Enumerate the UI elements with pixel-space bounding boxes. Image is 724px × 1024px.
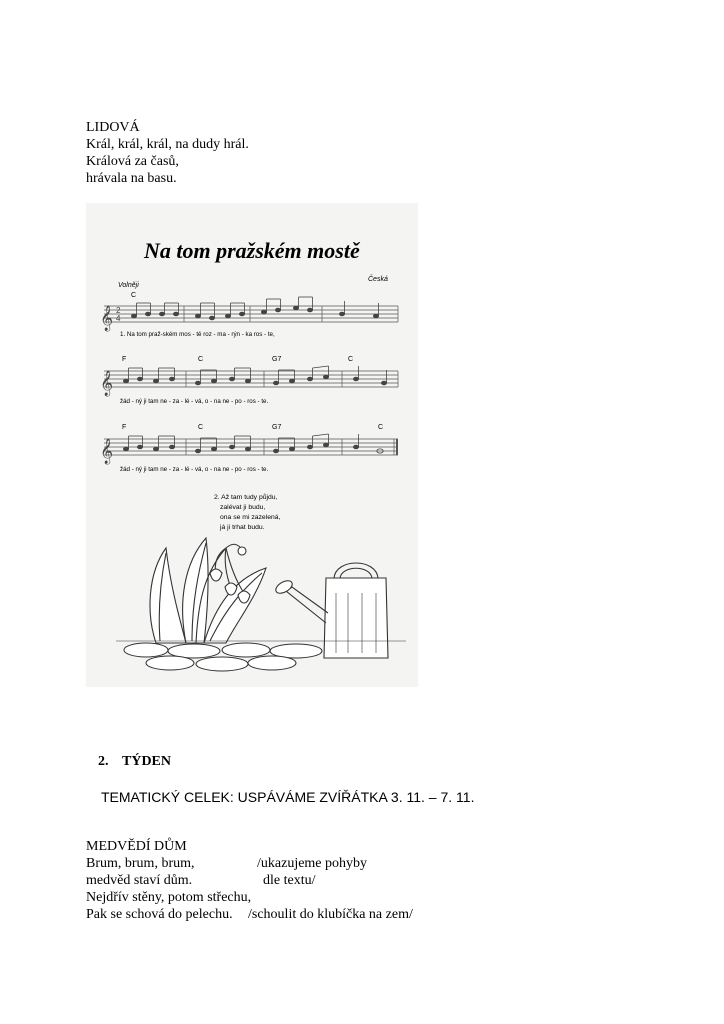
- chord-label: C: [348, 356, 354, 363]
- chord-label: C: [378, 424, 384, 431]
- verse-line: já ji trhat budu.: [220, 524, 265, 531]
- verse-line: ona se mi zazelená,: [220, 514, 281, 521]
- chord-label: F: [122, 424, 127, 431]
- song-note: /schoulit do klubíčka na zem/: [248, 907, 413, 922]
- lily-of-the-valley-illustration: [150, 538, 266, 643]
- treble-clef-icon: 𝄞: [100, 438, 114, 463]
- song-title-medvedi-dum: MEDVĚDÍ DŮM: [86, 839, 187, 854]
- notes-staff-1: [131, 297, 378, 320]
- sheet-music-image: [86, 203, 418, 687]
- chord-label: G7: [272, 356, 282, 363]
- treble-clef-icon: 𝄞: [100, 370, 114, 395]
- week-heading: [98, 754, 171, 770]
- song-line: hrávala na basu.: [86, 171, 177, 186]
- score-lyrics-line: 1. Na tom praž-ském mos - tě roz - ma - rýn - ka ros - te,: [120, 331, 275, 338]
- song-line: Král, král, král, na dudy hrál.: [86, 137, 249, 152]
- week-label: TÝDEN: [122, 754, 172, 769]
- score-origin: Česká: [368, 276, 388, 283]
- week-number: 2.: [98, 754, 109, 769]
- chord-label: F: [122, 356, 127, 363]
- time-signature: 4: [116, 314, 121, 323]
- score-lyrics-line: žád - ný ji tam ne - za - lé - vá, o - na ne - po - ros - te.: [120, 466, 269, 473]
- song-line: Nejdřív stěny, potom střechu,: [86, 890, 252, 905]
- notes-staff-2: [123, 366, 386, 385]
- chord-label: C: [198, 424, 204, 431]
- verse-line: zalévat ji budu,: [220, 504, 266, 511]
- song-note: /ukazujeme pohyby: [257, 856, 368, 871]
- theme-heading: TEMATICKÝ CELEK: USPÁVÁME ZVÍŘÁTKA 3. 11. – 7. 11.: [101, 789, 475, 805]
- treble-clef-icon: 𝄞: [100, 305, 114, 330]
- song-line: Pak se schová do pelechu.: [86, 907, 233, 922]
- score-lyrics-line: žád - ný ji tam ne - za - lé - vá, o - na ne - po - ros - te.: [120, 398, 269, 405]
- song-note: dle textu/: [263, 873, 316, 888]
- score-title: Na tom pražském mostě: [144, 238, 360, 263]
- song-line: medvěd staví dům.: [86, 873, 193, 888]
- song-line: Králová za časů,: [86, 154, 179, 169]
- time-signature: 2: [116, 306, 121, 315]
- verse-line: 2. Až tam tudy půjdu,: [214, 494, 278, 501]
- chord-label: C: [198, 356, 204, 363]
- chord-label: G7: [272, 424, 282, 431]
- song-line: Brum, brum, brum,: [86, 856, 195, 871]
- score-tempo: Volněji: [118, 282, 139, 289]
- song-title-lidova: LIDOVÁ: [86, 120, 140, 135]
- notes-staff-3: [123, 434, 383, 453]
- chord-label: C: [131, 292, 137, 299]
